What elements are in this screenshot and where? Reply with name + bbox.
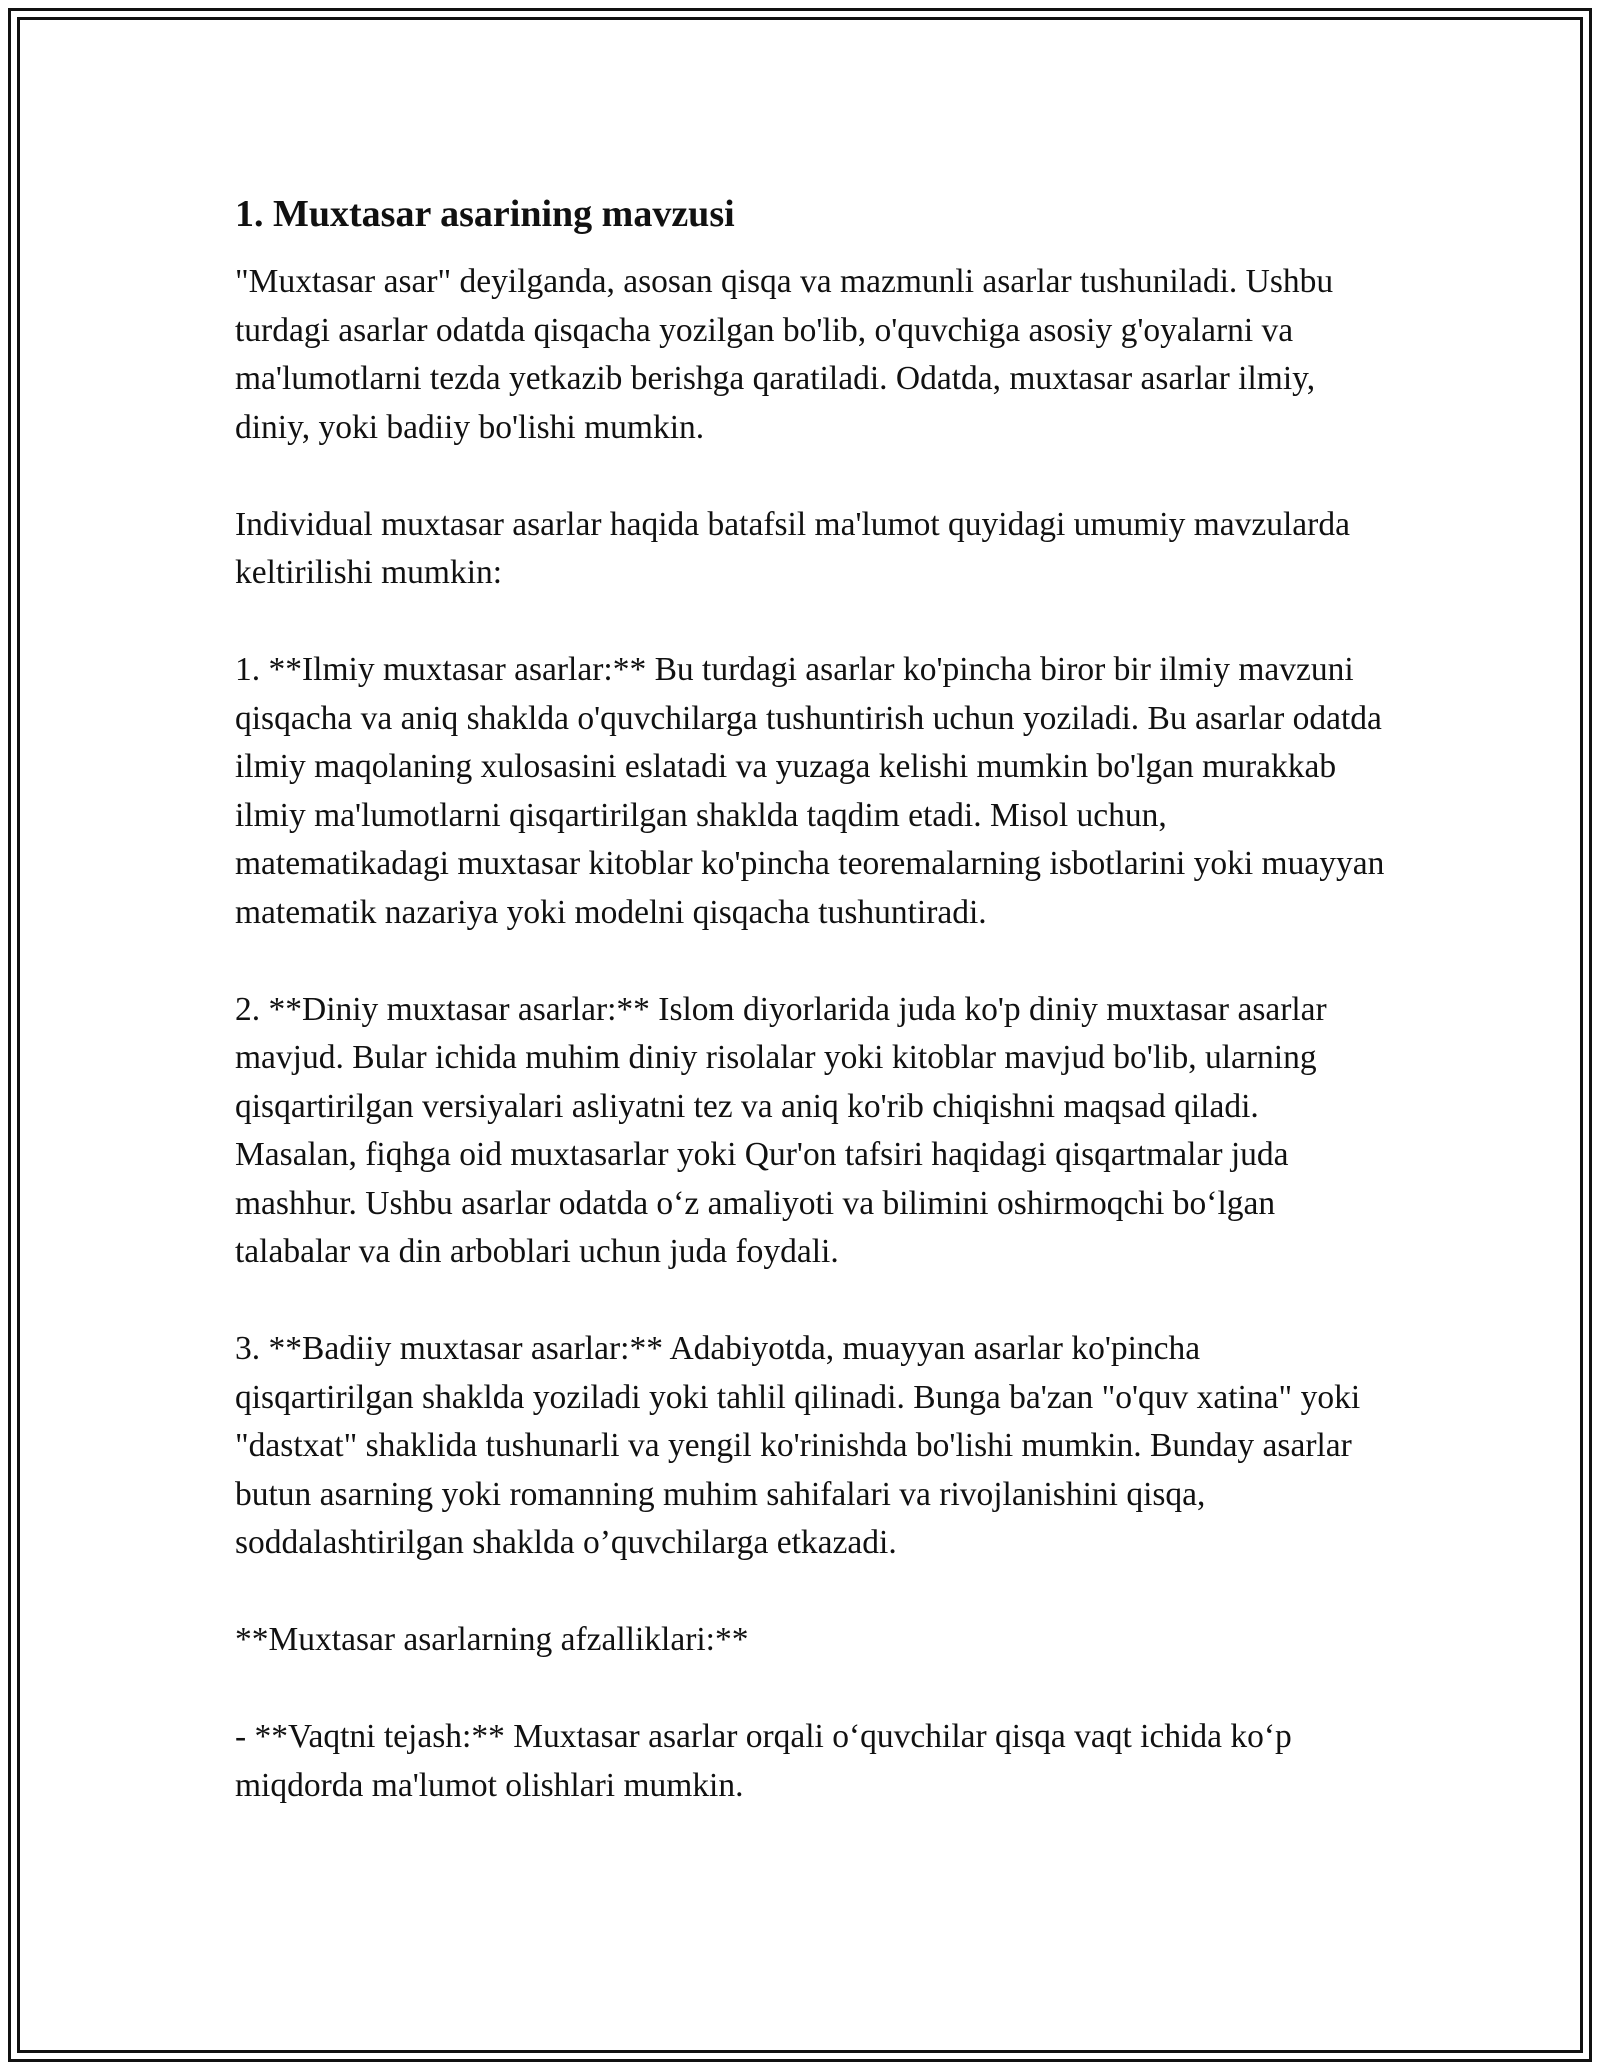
document-body <box>235 190 1385 1810</box>
paragraph-intro: "Muxtasar asar" deyilganda, asosan qisqa va mazmunli asarlar tushuniladi. Ushbu turdagi asarlar odatda qisqacha yozilgan bo'lib, o'quvchiga asosiy g'oyalarni va ma'lumotlarni tezda yetkazib berishga qaratiladi. Odatda, muxtasar asarlar ilmiy, diniy, yoki badiiy bo'lishi mumkin. <box>235 263 1334 446</box>
paragraph-advantages-heading: **Muxtasar asarlarning afzalliklari:** <box>235 1621 749 1658</box>
paragraph-scientific: 1. **Ilmiy muxtasar asarlar:** Bu turdagi asarlar ko'pincha biror bir ilmiy mavzuni qisqacha va aniq shaklda o'quvchilarga tushuntirish uchun yoziladi. Bu asarlar odatda ilmiy maqolaning xulosasini eslatadi va yuzaga kelishi mumkin bo'lgan murakkab ilmiy ma'lumotlarni qisqartirilgan shaklda taqdim etadi. Misol uchun, matematikadagi muxtasar kitoblar ko'pincha teoremalarning isbotlarini yoki muayyan matematik nazariya yoki modelni qisqacha tushuntiradi. <box>235 651 1385 931</box>
paragraph-overview: Individual muxtasar asarlar haqida batafsil ma'lumot quyidagi umumiy mavzularda keltirilishi mumkin: <box>235 505 1350 591</box>
paragraph-literary: 3. **Badiiy muxtasar asarlar:** Adabiyotda, muayyan asarlar ko'pincha qisqartirilgan shaklda yoziladi yoki tahlil qilinadi. Bunga ba'zan "o'quv xatina" yoki "dastxat" shaklida tushunarli va yengil ko'rinishda bo'lishi mumkin. Bunday asarlar butun asarning yoki romanning muhim sahifalari va rivojlanishini qisqa, soddalashtirilgan shaklda o’quvchilarga etkazadi. <box>235 1330 1361 1561</box>
document-heading: 1. Muxtasar asarining mavzusi <box>235 193 735 235</box>
paragraph-time-saving: - **Vaqtni tejash:** Muxtasar asarlar orqali o‘quvchilar qisqa vaqt ichida ko‘p miqdorda ma'lumot olishlari mumkin. <box>235 1718 1292 1804</box>
paragraph-religious: 2. **Diniy muxtasar asarlar:** Islom diyorlarida juda ko'p diniy muxtasar asarlar mavjud. Bular ichida muhim diniy risolalar yoki kitoblar mavjud bo'lib, ularning qisqartirilgan versiyalari asliyatni tez va aniq ko'rib chiqishni maqsad qiladi. Masalan, fiqhga oid muxtasarlar yoki Qur'on tafsiri haqidagi qisqartmalar juda mashhur. Ushbu asarlar odatda o‘z amaliyoti va bilimini oshirmoqchi bo‘lgan talabalar va din arboblari uchun juda foydali. <box>235 990 1327 1270</box>
